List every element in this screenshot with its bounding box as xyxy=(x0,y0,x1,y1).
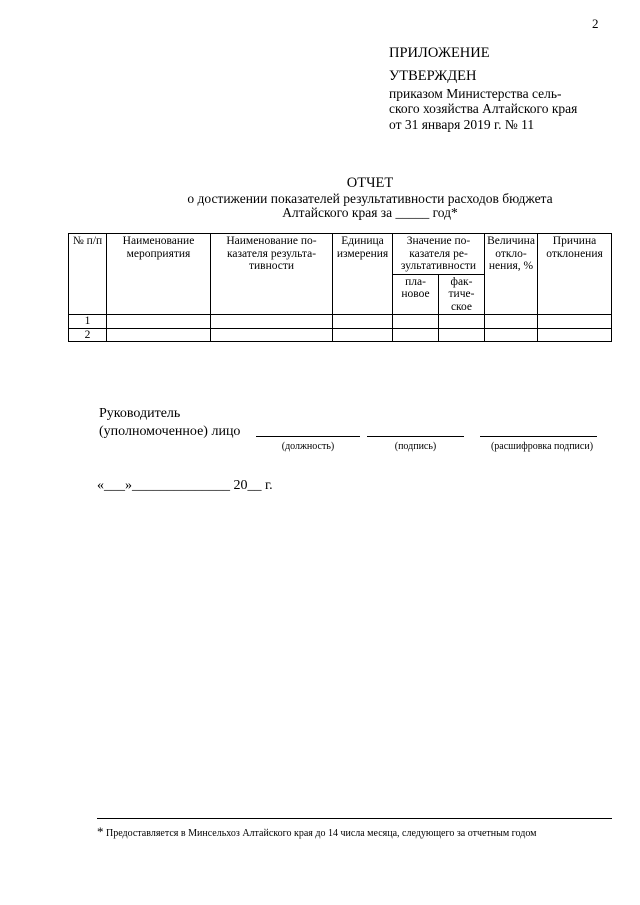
cell-unit xyxy=(333,328,393,342)
approval-line-3: от 31 января 2019 г. № 11 xyxy=(389,117,535,132)
header-event: Наименование мероприятия xyxy=(107,234,211,315)
cell-deviation xyxy=(485,315,538,329)
row-number: 1 xyxy=(69,315,107,329)
report-subtitle-2: Алтайского края за _____ год* xyxy=(282,205,458,220)
cell-planned xyxy=(393,315,439,329)
footnote-text: Предоставляется в Минсельхоз Алтайского края до 14 числа месяца, следующего за отчетным годом xyxy=(106,828,537,839)
cell-reason xyxy=(538,328,612,342)
row-number: 2 xyxy=(69,328,107,342)
table-row xyxy=(69,328,612,342)
header-planned: плановое xyxy=(393,274,439,315)
header-num: № п/п xyxy=(69,234,107,315)
header-unit: Единица измерения xyxy=(333,234,393,315)
cell-actual xyxy=(439,328,485,342)
appendix-label: ПРИЛОЖЕНИЕ xyxy=(389,45,490,61)
cell-event xyxy=(107,328,211,342)
name-line xyxy=(480,436,597,437)
cell-indicator xyxy=(211,315,333,329)
position-line xyxy=(256,436,360,437)
page-number: 2 xyxy=(592,16,599,31)
footnote-divider xyxy=(97,818,612,819)
caption-signature: (подпись) xyxy=(394,441,437,452)
caption-position: (должность) xyxy=(281,441,335,452)
table-row xyxy=(69,315,612,329)
report-title: ОТЧЕТ xyxy=(346,175,394,191)
cell-actual xyxy=(439,315,485,329)
header-value: Значение показателя результативности xyxy=(393,234,485,275)
report-table xyxy=(68,233,612,342)
header-indicator: Наименование показателя результативности xyxy=(211,234,333,315)
signature-subtitle: (уполномоченное) лицо xyxy=(99,424,241,439)
signature-title: Руководитель xyxy=(99,406,181,421)
cell-deviation xyxy=(485,328,538,342)
caption-name: (расшифровка подписи) xyxy=(490,441,594,452)
cell-indicator xyxy=(211,328,333,342)
header-reason: Причина отклонения xyxy=(538,234,612,315)
footnote xyxy=(97,824,536,840)
approved-label: УТВЕРЖДЕН xyxy=(389,68,477,84)
approval-line-1: приказом Министерства сель- xyxy=(389,86,562,101)
signature-line xyxy=(367,436,464,437)
date-line: «___»______________ 20__ г. xyxy=(97,478,273,493)
cell-event xyxy=(107,315,211,329)
approval-line-2: ского хозяйства Алтайского края xyxy=(389,101,578,116)
cell-planned xyxy=(393,328,439,342)
report-subtitle-1: о достижении показателей результативности расходов бюджета xyxy=(187,191,553,206)
header-deviation: Величина отклонения, % xyxy=(485,234,538,315)
header-actual: фактическое xyxy=(439,274,485,315)
footnote-marker: * xyxy=(97,824,104,839)
cell-unit xyxy=(333,315,393,329)
cell-reason xyxy=(538,315,612,329)
